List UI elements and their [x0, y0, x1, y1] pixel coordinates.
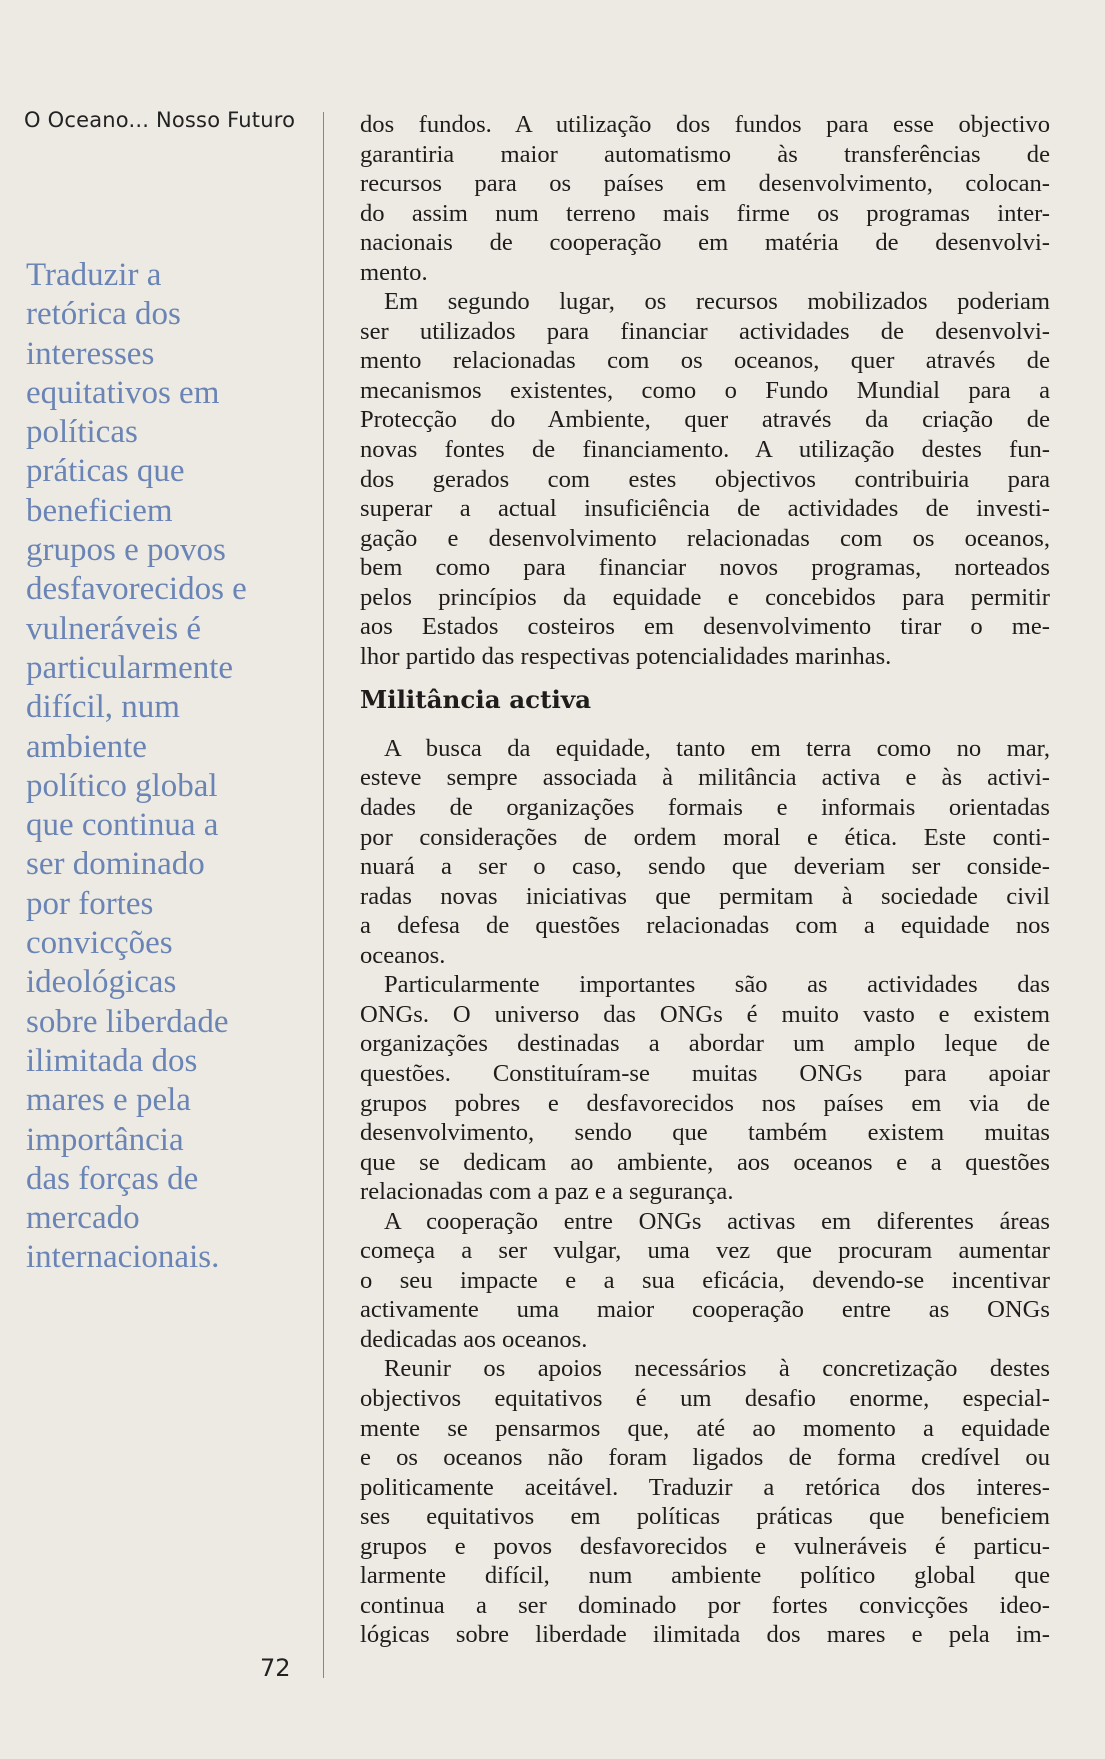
- body-line: ses equitativos em políticas práticas que beneficiem: [360, 1503, 1050, 1531]
- pull-quote-line: Traduzir a: [26, 257, 162, 293]
- pull-quote-line: particularmente: [26, 649, 234, 686]
- body-line: gação e desenvolvimento relacionadas com os oceanos,: [360, 524, 1050, 552]
- body-line: dos fundos. A utilização dos fundos para esse objectivo: [360, 111, 1050, 138]
- pull-quote-line: sobre liberdade: [26, 1003, 229, 1040]
- pull-quote-line: mercado: [26, 1200, 140, 1237]
- body-line: mecanismos existentes, como o Fundo Mundial para a: [360, 376, 1050, 404]
- body-line: mento.: [360, 258, 428, 286]
- body-line: por considerações de ordem moral e ética. Este conti-: [360, 823, 1050, 851]
- section-heading: Militância activa: [360, 685, 592, 715]
- body-line: garantiria maior automatismo às transferências de: [360, 140, 1050, 168]
- body-line: ONGs. O universo das ONGs é muito vasto e existem: [360, 1000, 1050, 1028]
- pull-quote-line: ilimitada dos: [26, 1042, 198, 1079]
- body-line: oceanos.: [360, 941, 446, 969]
- body-line: superar a actual insuficiência de actividades de investi-: [360, 495, 1050, 523]
- pull-quote-line: mares e pela: [26, 1082, 191, 1119]
- pull-quote-line: que continua a: [26, 807, 219, 844]
- pull-quote-line: ambiente: [26, 728, 147, 765]
- pull-quote-line: ideológicas: [26, 964, 177, 1001]
- body-line: nuará a ser o caso, sendo que deveriam ser conside-: [360, 853, 1050, 881]
- page-number: 72: [260, 1654, 291, 1682]
- pull-quote-line: difícil, num: [26, 689, 180, 726]
- body-line: começa a ser vulgar, uma vez que procuram aumentar: [360, 1237, 1050, 1265]
- body-line: a defesa de questões relacionadas com a equidade nos: [360, 912, 1050, 940]
- body-line: organizações destinadas a abordar um amplo leque de: [360, 1030, 1050, 1058]
- body-line: dos gerados com estes objectivos contribuiria para: [360, 465, 1050, 493]
- body-line: nacionais de cooperação em matéria de desenvolvi-: [360, 229, 1050, 257]
- paragraph-block-2: [360, 734, 1050, 1650]
- body-line: Reunir os apoios necessários à concretização destes: [384, 1355, 1050, 1383]
- pull-quote-line: práticas que: [26, 453, 185, 490]
- body-line: dedicadas aos oceanos.: [360, 1325, 588, 1353]
- body-line: grupos e povos desfavorecidos e vulneráveis é particu-: [360, 1532, 1050, 1560]
- body-line: novas fontes de financiamento. A utilização destes fun-: [360, 436, 1050, 464]
- body-line: radas novas iniciativas que permitam à sociedade civil: [360, 882, 1050, 910]
- pull-quote-line: políticas: [26, 414, 138, 451]
- pull-quote-line: importância: [26, 1121, 184, 1158]
- body-line: grupos pobres e desfavorecidos nos países em via de: [360, 1089, 1050, 1117]
- body-line: relacionadas com a paz e a segurança.: [360, 1178, 734, 1206]
- pull-quote-line: desfavorecidos e: [26, 571, 247, 608]
- body-line: ser utilizados para financiar actividades de desenvolvi-: [360, 317, 1050, 345]
- body-line: larmente difícil, num ambiente político global que: [360, 1562, 1050, 1590]
- pull-quote-line: convicções: [26, 925, 173, 962]
- body-line: e os oceanos não foram ligados de forma credível ou: [360, 1444, 1050, 1472]
- pull-quote-line: por fortes: [26, 885, 154, 922]
- body-line: recursos para os países em desenvolvimento, colocan-: [360, 170, 1050, 198]
- pull-quote-line: vulneráveis é: [26, 610, 202, 647]
- body-text: [360, 110, 1050, 1650]
- body-line: pelos princípios da equidade e concebidos para permitir: [360, 583, 1050, 611]
- body-line: lhor partido das respectivas potencialidades marinhas.: [360, 642, 892, 670]
- body-line: Em segundo lugar, os recursos mobilizados poderiam: [384, 288, 1050, 316]
- column-divider: [323, 112, 324, 1678]
- body-line: continua a ser dominado por fortes convicções ideo-: [360, 1591, 1050, 1619]
- pull-quote-line: equitativos em: [26, 374, 220, 411]
- body-line: aos Estados costeiros em desenvolvimento tirar o me-: [360, 613, 1050, 641]
- pull-quote-line: das forças de: [26, 1160, 199, 1197]
- pull-quote-line: internacionais.: [26, 1239, 220, 1276]
- pull-quote-line: retórica dos: [26, 296, 181, 333]
- body-line: A cooperação entre ONGs activas em diferentes áreas: [384, 1207, 1050, 1235]
- pull-quote-line: político global: [26, 767, 218, 804]
- body-line: A busca da equidade, tanto em terra como no mar,: [384, 734, 1050, 762]
- body-line: mente se pensarmos que, até ao momento a equidade: [360, 1414, 1050, 1442]
- pull-quote-line: ser dominado: [26, 846, 205, 883]
- body-line: Particularmente importantes são as actividades das: [384, 971, 1050, 999]
- body-line: dades de organizações formais e informais orientadas: [360, 794, 1050, 822]
- body-line: objectivos equitativos é um desafio enorme, especial-: [360, 1384, 1050, 1412]
- body-line: o seu impacte e a sua eficácia, devendo-se incentivar: [360, 1266, 1050, 1294]
- pull-quote-line: interesses: [26, 335, 155, 372]
- paragraph-block-1: [360, 110, 1050, 671]
- body-line: esteve sempre associada à militância activa e às activi-: [360, 764, 1050, 792]
- pull-quote: [26, 256, 316, 1278]
- pull-quote-line: beneficiem: [26, 492, 173, 529]
- body-line: politicamente aceitável. Traduzir a retórica dos interes-: [360, 1473, 1050, 1501]
- body-line: questões. Constituíram-se muitas ONGs para apoiar: [360, 1059, 1050, 1087]
- body-line: que se dedicam ao ambiente, aos oceanos e a questões: [360, 1148, 1050, 1176]
- pull-quote-line: grupos e povos: [26, 532, 226, 569]
- body-line: do assim num terreno mais firme os programas inter-: [360, 199, 1050, 227]
- body-line: desenvolvimento, sendo que também existem muitas: [360, 1119, 1050, 1147]
- body-line: mento relacionadas com os oceanos, quer através de: [360, 347, 1050, 375]
- body-line: lógicas sobre liberdade ilimitada dos mares e pela im-: [360, 1621, 1050, 1649]
- body-line: Protecção do Ambiente, quer através da criação de: [360, 406, 1050, 434]
- body-line: activamente uma maior cooperação entre as ONGs: [360, 1296, 1050, 1324]
- running-head: O Oceano... Nosso Futuro: [24, 108, 296, 132]
- body-line: bem como para financiar novos programas, norteados: [360, 554, 1050, 582]
